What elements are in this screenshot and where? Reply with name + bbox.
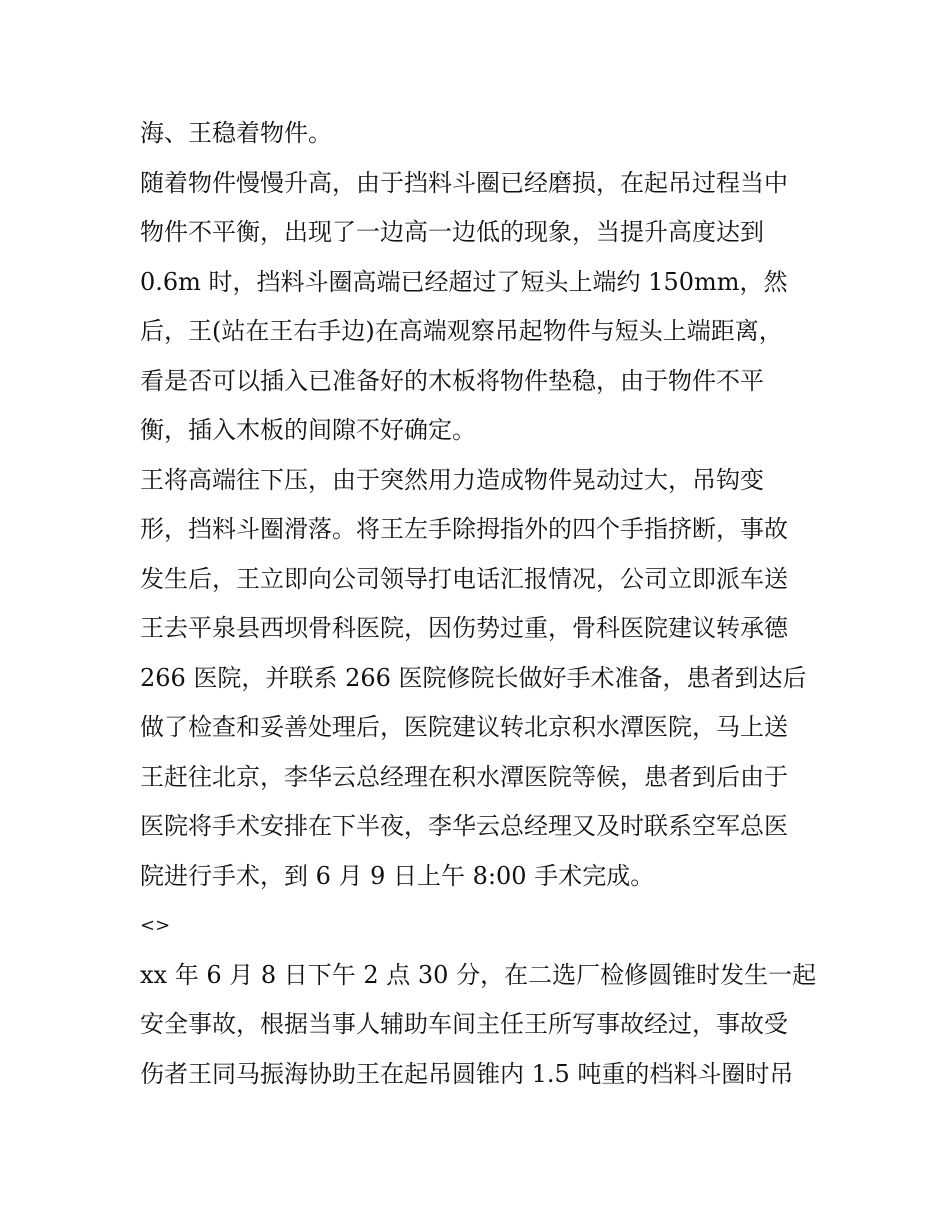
- text-line: 做了检查和妥善处理后，医院建议转北京积水潭医院，马上送: [140, 713, 788, 741]
- text-line: 看是否可以插入已准备好的木板将物件垫稳，由于物件不平: [140, 366, 764, 395]
- text-line: 院进行手术，到 6 月 9 日上午 8:00 手术完成。: [140, 861, 655, 890]
- text-line: 海、王稳着物件。: [140, 119, 332, 147]
- text-line: 形，挡料斗圈滑落。将王左手除拇指外的四个手指挤断，事故: [140, 515, 788, 543]
- text-line: 王将高端往下压，由于突然用力造成物件晃动过大，吊钩变: [140, 465, 764, 494]
- text-line: 王赶往北京，李华云总经理在积水潭医院等候，患者到后由于: [140, 762, 788, 791]
- text-line: 安全事故，根据当事人辅助车间主任王所写事故经过，事故受: [140, 1010, 788, 1038]
- text-line: 266 医院，并联系 266 医院修院长做好手术准备，患者到达后: [140, 663, 807, 692]
- text-line: xx 年 6 月 8 日下午 2 点 30 分，在二选厂检修圆锥时发生一起: [140, 960, 817, 989]
- text-line: 伤者王同马振海协助王在起吊圆锥内 1.5 吨重的档料斗圈时吊: [140, 1059, 794, 1088]
- text-line: 后，王(站在王右手边)在高端观察吊起物件与短头上端距离，: [140, 317, 783, 345]
- text-line: 医院将手术安排在下半夜，李华云总经理又及时联系空军总医: [140, 812, 788, 840]
- text-line: 物件不平衡，出现了一边高一边低的现象，当提升高度达到: [140, 218, 764, 246]
- text-line: 随着物件慢慢升高，由于挡料斗圈已经磨损，在起吊过程当中: [140, 168, 788, 197]
- text-line: 衡，插入木板的间隙不好确定。: [140, 416, 476, 444]
- separator-marker: <>: [140, 915, 171, 936]
- text-line: 发生后，王立即向公司领导打电话汇报情况，公司立即派车送: [140, 564, 788, 593]
- text-line: 王去平泉县西坝骨科医院，因伤势过重，骨科医院建议转承德: [140, 614, 788, 642]
- text-line: 0.6m 时，挡料斗圈高端已经超过了短头上端约 150mm，然: [140, 267, 788, 296]
- document-page: [140, 109, 820, 1099]
